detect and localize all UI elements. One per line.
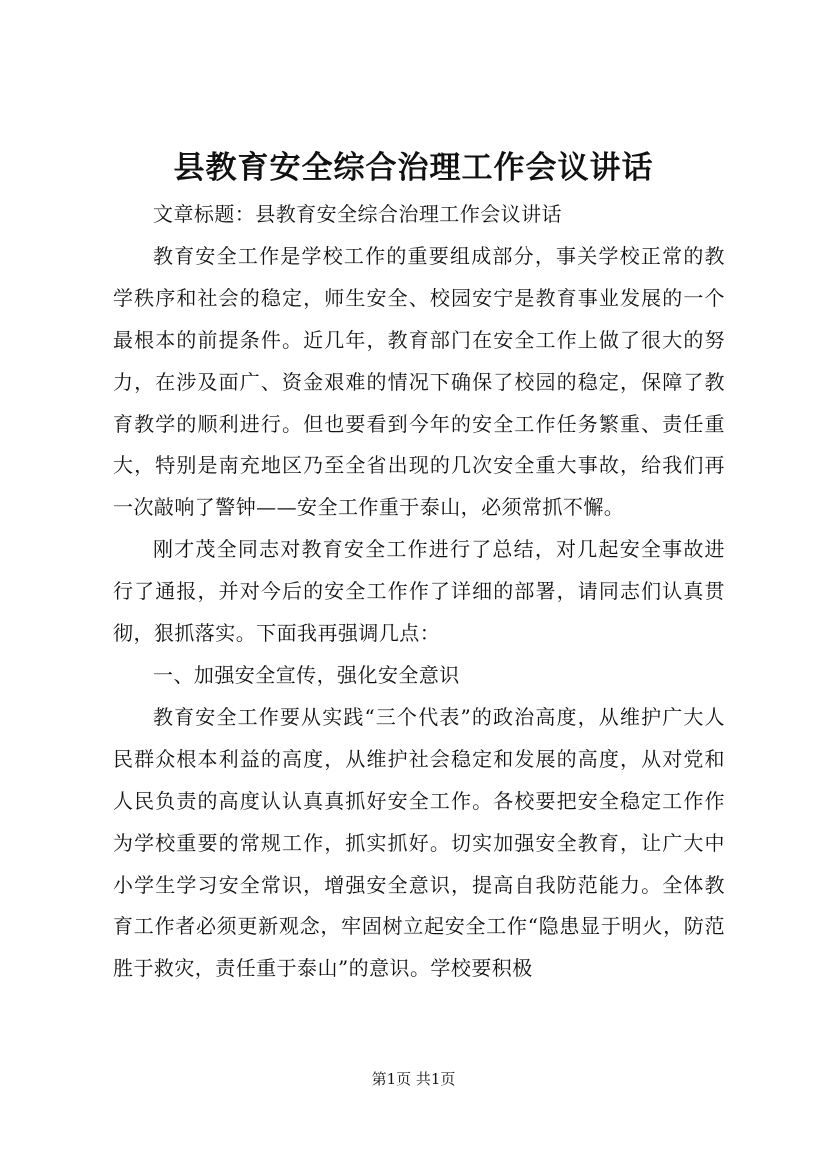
page-number-footer: 第1页 共1页: [371, 1070, 456, 1088]
body-paragraph: 教育安全工作是学校工作的重要组成部分，事关学校正常的教学秩序和社会的稳定，师生安全、校园安宁是教育事业发展的一个最根本的前提条件。近几年，教育部门在安全工作上做了很大的努力，在涉及面广、资金艰难的情况下确保了校园的稳定，保障了教育教学的顺利进行。但也要看到今年的安全工作任务繁重、责任重大，特别是南充地区乃至全省出现的几次安全重大事故，给我们再一次敲响了警钟——安全工作重于泰山，必须常抓不懈。: [113, 243, 725, 520]
body-paragraph: 刚才茂全同志对教育安全工作进行了总结，对几起安全事故进行了通报，并对今后的安全工作作了详细的部署，请同志们认真贯彻，狠抓落实。下面我再强调几点：: [113, 537, 725, 646]
body-paragraph: 教育安全工作要从实践“三个代表”的政治高度，从维护广大人民群众根本利益的高度，从维护社会稳定和发展的高度，从对党和人民负责的高度认认真真抓好安全工作。各校要把安全稳定工作作为学校重要的常规工作，抓实抓好。切实加强安全教育，让广大中小学生学习安全常识，增强安全意识，提高自我防范能力。全体教育工作者必须更新观念，牢固树立起安全工作“隐患显于明火，防范胜于救灾，责任重于泰山”的意识。学校要积极: [113, 704, 725, 981]
section-heading: 一、加强安全宣传，强化安全意识: [153, 662, 460, 687]
document-body: [113, 194, 725, 990]
document-title: 县教育安全综合治理工作会议讲话: [173, 150, 654, 186]
article-title-line: 文章标题：县教育安全综合治理工作会议讲话: [153, 202, 562, 226]
